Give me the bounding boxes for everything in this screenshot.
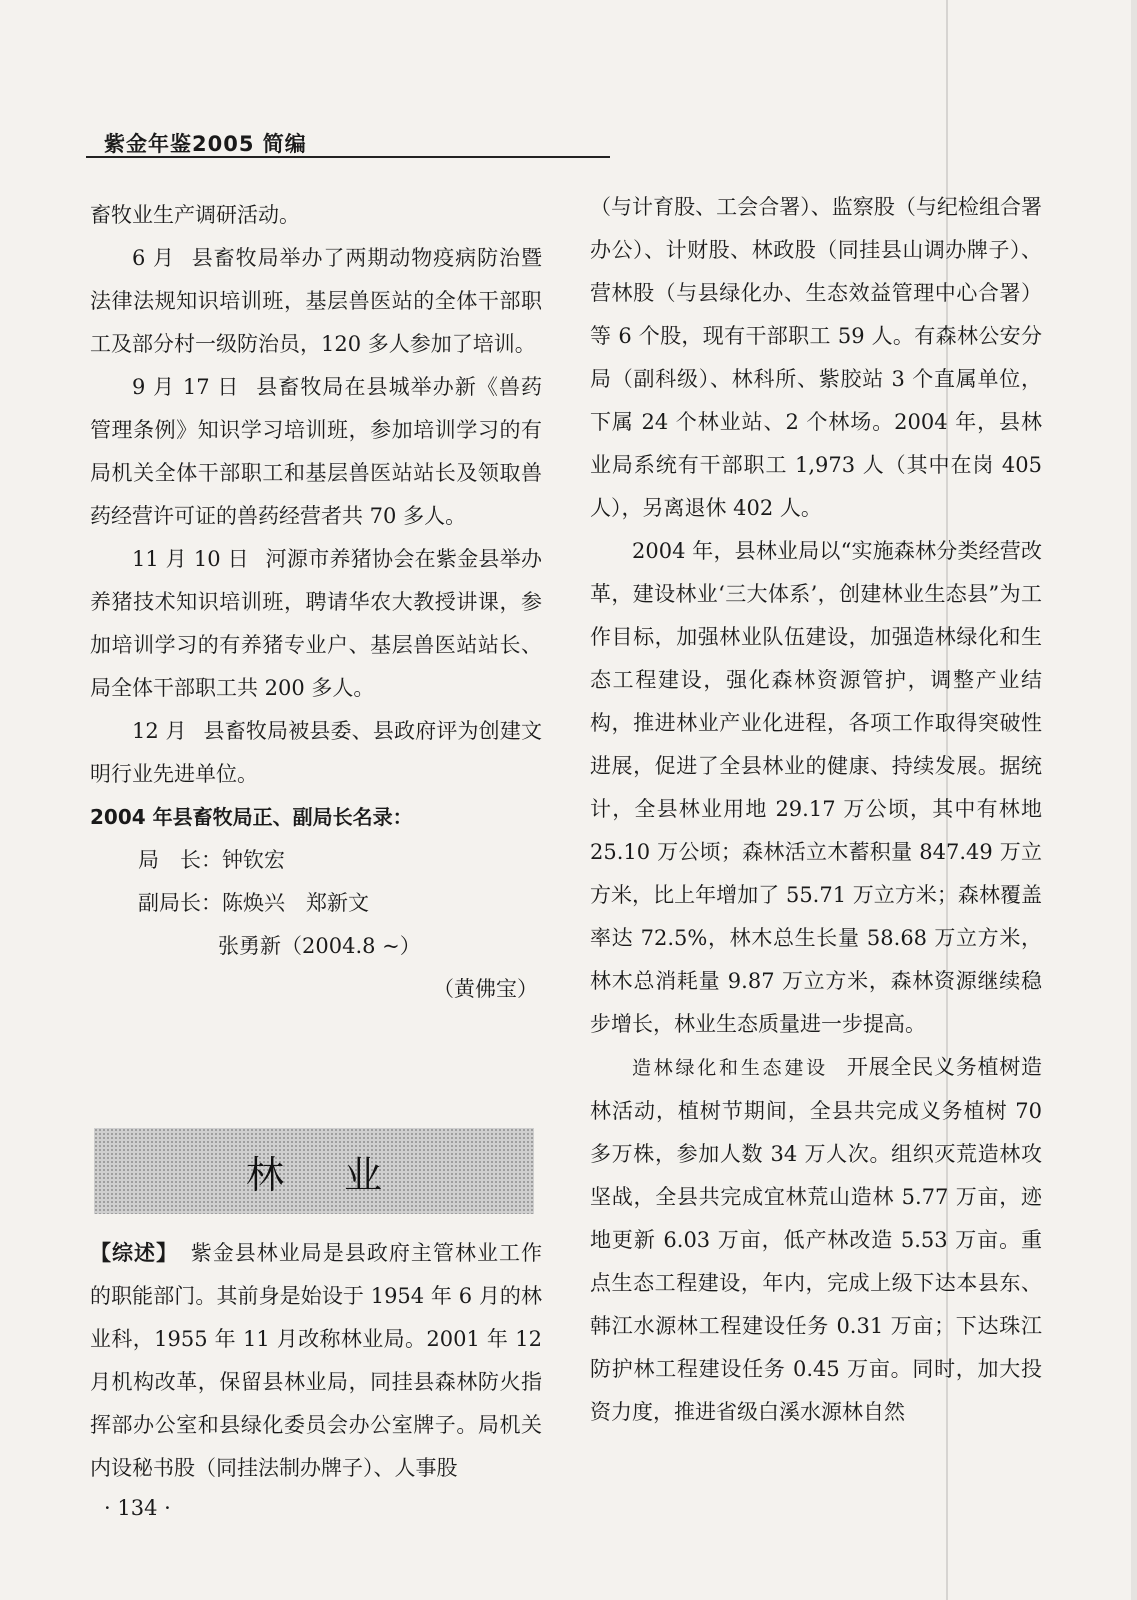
header-rule bbox=[86, 156, 610, 158]
paragraph bbox=[90, 710, 542, 796]
subheading: 造林绿化和生态建设 bbox=[632, 1057, 828, 1079]
roster-deputy-2: 张勇新（2004.8 ~） bbox=[218, 934, 421, 958]
entry-text: 县畜牧局在县城举办新《兽药管理条例》知识学习培训班，参加培训学习的有局机关全体干部职工和基层兽医站站长及领取兽药经营许可证的兽药经营者共 70 多人。 bbox=[90, 375, 543, 528]
section-banner bbox=[94, 1128, 534, 1214]
left-column bbox=[90, 194, 542, 1011]
entry-date: 6 月 bbox=[132, 246, 175, 270]
roster-director: 局 长：钟钦宏 bbox=[138, 848, 285, 872]
paragraph: （与计育股、工会合署）、监察股（与纪检组合署办公）、计财股、林政股（同挂县山调办牌子）、营林股（与县绿化办、生态效益管理中心合署）等 6 个股，现有干部职工 59 人。有森林公安分局（副科级）、林科所、紫胶站 3 个直属单位，下属 24 个林业站、2 个林场。2004 年，县林业局系统有干部职工 1,973 人（其中在岗 405 人），另离退休 402 人。 bbox=[590, 195, 1042, 520]
roster-deputy: 副局长：陈焕兴 郑新文 bbox=[138, 891, 369, 915]
paragraph bbox=[90, 1232, 542, 1490]
running-header: 紫金年鉴2005 简编 bbox=[104, 132, 307, 156]
paragraph bbox=[90, 538, 542, 710]
right-column bbox=[590, 186, 1042, 1434]
section-title: 林业 bbox=[245, 1152, 442, 1197]
paragraph: 畜牧业生产调研活动。 bbox=[90, 203, 300, 227]
scan-edge-shadow bbox=[1131, 0, 1137, 1600]
paragraph-text: 开展全民义务植树造林活动，植树节期间，全县共完成义务植树 70 多万株，参加人数 34 万人次。组织灭荒造林攻坚战，全县共完成宜林荒山造林 5.77 万亩，迹地更新 6.03 万亩，低产林改造 5.53 万亩。重点生态工程建设，年内，完成上级下达本县东、韩江水源林工程建设任务 0.31 万亩；下达珠江防护林工程建设任务 0.45 万亩。同时，加大投资力度，推进省级白溪水源林自然 bbox=[590, 1055, 1042, 1424]
page-number: · 134 · bbox=[104, 1496, 171, 1520]
entry-date: 9 月 17 日 bbox=[132, 375, 240, 399]
paragraph bbox=[590, 1046, 1042, 1434]
paragraph bbox=[90, 237, 542, 366]
roster-title: 2004 年县畜牧局正、副局长名录： bbox=[90, 805, 413, 829]
section-label: 【综述】 bbox=[90, 1241, 179, 1265]
paragraph bbox=[90, 366, 542, 538]
scan-fold-line bbox=[946, 0, 948, 1600]
entry-text: 县畜牧局举办了两期动物疫病防治暨法律法规知识培训班，基层兽医站的全体干部职工及部分村一级防治员，120 多人参加了培训。 bbox=[90, 246, 542, 356]
entry-date: 12 月 bbox=[132, 719, 187, 743]
paragraph-text: 紫金县林业局是县政府主管林业工作的职能部门。其前身是始设于 1954 年 6 月的林业科，1955 年 11 月改称林业局。2001 年 12 月机构改革，保留县林业局，同挂县森林防火指挥部办公室和县绿化委员会办公室牌子。局机关内设秘书股（同挂法制办牌子）、人事股 bbox=[90, 1241, 543, 1480]
paragraph: 2004 年，县林业局以“实施森林分类经营改革，建设林业‘三大体系’，创建林业生态县”为工作目标，加强林业队伍建设，加强造林绿化和生态工程建设，强化森林资源管护，调整产业结构，推进林业产业化进程，各项工作取得突破性进展，促进了全县林业的健康、持续发展。据统计，全县林业用地 29.17 万公顷，其中有林地 25.10 万公顷；森林活立木蓄积量 847.49 万立方米，比上年增加了 55.71 万立方米；森林覆盖率达 72.5%，林木总生长量 58.68 万立方米，林木总消耗量 9.87 万立方米，森林资源继续稳步增长，林业生态质量进一步提高。 bbox=[590, 539, 1042, 1036]
left-column-lower bbox=[90, 1232, 542, 1490]
entry-text: 县畜牧局被县委、县政府评为创建文明行业先进单位。 bbox=[90, 719, 542, 786]
author-credit: （黄佛宝） bbox=[433, 977, 538, 1001]
entry-date: 11 月 10 日 bbox=[132, 547, 249, 571]
entry-text: 河源市养猪协会在紫金县举办养猪技术知识培训班，聘请华农大教授讲课，参加培训学习的有养猪专业户、基层兽医站站长、局全体干部职工共 200 多人。 bbox=[90, 547, 542, 700]
